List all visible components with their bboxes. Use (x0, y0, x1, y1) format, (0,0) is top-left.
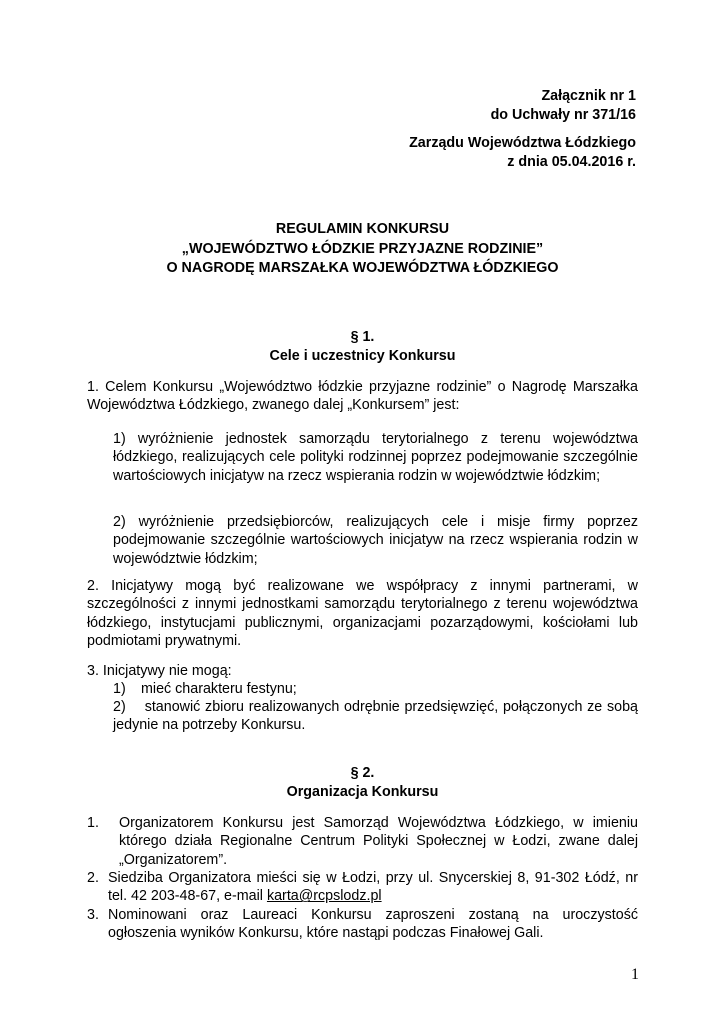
list-number: 1. (87, 815, 99, 831)
section-2-item-1: 1. Organizatorem Konkursu jest Samorząd Województwa Łódzkiego, w imieniu którego działa Regionalne Centrum Polityki Społecznej w Łodzi, zwane dalej „Organizatorem”. (87, 815, 638, 868)
section-1-paragraph-1: 1. Celem Konkursu „Województwo łódzkie przyjazne rodzinie” o Nagrodę Marszałka Województwa Łódzkiego, zwanego dalej „Konkursem” jest: (87, 379, 638, 414)
title-line-1: REGULAMIN KONKURSU (275, 221, 450, 237)
list-number: 3. (87, 907, 99, 923)
section-1-paragraph-3: 3. Inicjatywy nie mogą: (87, 663, 232, 679)
title-line-2: „WOJEWÓDZTWO ŁÓDZKIE PRZYJAZNE RODZINIE” (181, 240, 544, 257)
board-name: Zarządu Województwa Łódzkiego (409, 135, 636, 151)
section-1-item-2: 2) wyróżnienie przedsiębiorców, realizujących cele i misje firmy poprzez podejmowanie szczególnie wartościowych inicjatyw na rzecz wspierania rodzin w województwie łódzkim; (113, 514, 638, 567)
section-1-heading (0, 328, 725, 366)
document-title (0, 220, 725, 279)
section-2-title: Organizacja Konkursu (286, 784, 439, 800)
annex-header (409, 87, 636, 172)
list-number: 1) (113, 681, 126, 697)
section-2-heading (0, 764, 725, 802)
section-2-item-3: 3. Nominowani oraz Laureaci Konkursu zaproszeni zostaną na uroczystość ogłoszenia wyników Konkursu, które nastąpi podczas Finałowej Gali. (87, 907, 638, 942)
section-1-p3-item-2: 2) stanowić zbioru realizowanych odrębnie przedsięwzięć, połączonych ze sobą jedynie na potrzeby Konkursu. (113, 699, 639, 734)
page-number: 1 (631, 966, 639, 983)
annex-number: Załącznik nr 1 (541, 88, 636, 104)
resolution-number: do Uchwały nr 371/16 (490, 107, 636, 123)
section-1-title: Cele i uczestnicy Konkursu (269, 348, 456, 364)
section-1-p3-item-1: 1) mieć charakteru festynu; (113, 681, 297, 697)
section-1-item-1: 1) wyróżnienie jednostek samorządu terytorialnego z terenu województwa łódzkiego, realizujących cele polityki rodzinnej poprzez podejmowanie szczególnie wartościowych inicjatyw na rzecz wspierania rodzin w województwie łódzkim; (113, 431, 638, 484)
section-2-number: § 2. (350, 765, 375, 781)
email-link[interactable]: karta@rcpslodz.pl (266, 888, 382, 905)
annex-date: z dnia 05.04.2016 r. (507, 154, 636, 170)
section-2-item-2: 2. Siedziba Organizatora mieści się w Łodzi, przy ul. Snycerskiej 8, 91-302 Łódź, nr tel. 42 203-48-67, e-mail karta@rcpslodz.pl (87, 870, 638, 905)
section-1-paragraph-2: 2. Inicjatywy mogą być realizowane we współpracy z innymi partnerami, w szczególności z innymi jednostkami samorządu terytorialnego z terenu województwa łódzkiego, instytucjami publicznymi, organizacjami pozarządowymi, kościołami lub podmiotami prywatnymi. (87, 578, 638, 650)
section-1-number: § 1. (350, 329, 375, 345)
list-number: 2. (87, 870, 99, 886)
list-number: 2) (113, 699, 126, 715)
title-line-3: O NAGRODĘ MARSZAŁKA WOJEWÓDZTWA ŁÓDZKIEGO (166, 260, 559, 276)
